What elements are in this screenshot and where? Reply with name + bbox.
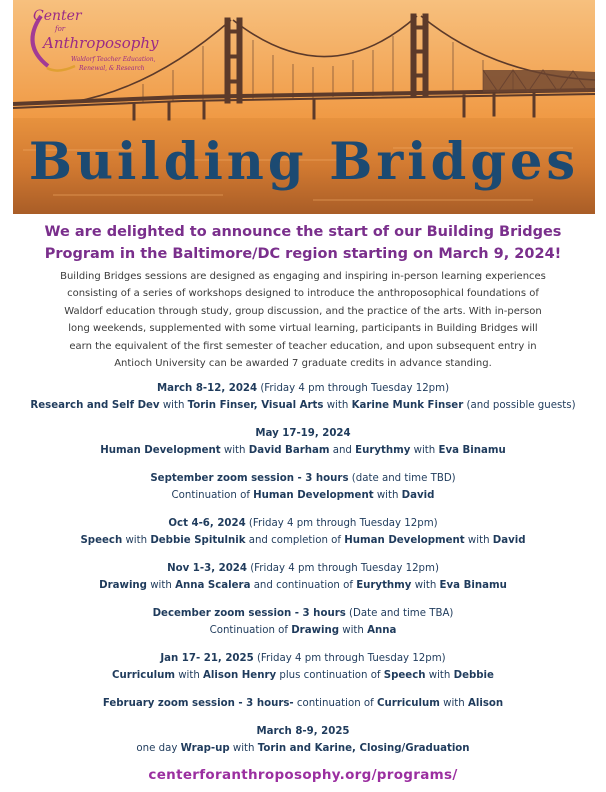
session-november-2024	[0, 560, 606, 594]
intro-line: Waldorf education through study, group discussion, and the practice of the arts. With in-person	[64, 305, 542, 317]
intro-line: earn the equivalent of the first semester of teacher education, and upon subsequent entry in	[69, 340, 537, 352]
session-january-2025	[0, 650, 606, 684]
session-march-2025	[0, 723, 606, 757]
session-december-zoom	[0, 605, 606, 639]
session-text: Continuation of	[209, 625, 292, 636]
logo-anthroposophy: Anthroposophy	[43, 34, 159, 52]
session-september-zoom	[0, 470, 606, 504]
session-text: (and possible guests)	[463, 400, 576, 411]
session-instructor: Alison	[467, 698, 504, 709]
session-date-note: (Friday 4 pm through Tuesday 12pm)	[246, 563, 439, 574]
session-instructor: Anna Scalera	[175, 580, 251, 591]
session-date-note: (Date and time TBA)	[345, 608, 454, 619]
session-date: February zoom session - 3 hours-	[102, 698, 294, 709]
intro-line: long weekends, supplemented with some virtual learning, participants in Building Bridges will	[68, 323, 538, 335]
session-text: with	[220, 445, 249, 456]
intro-paragraph	[44, 268, 562, 372]
session-text: with	[411, 580, 440, 591]
session-text: with	[373, 490, 402, 501]
session-topic: Eurythmy	[356, 580, 412, 591]
session-instructor: Eva Binamu	[439, 580, 507, 591]
program-website-link[interactable]: centerforanthroposophy.org/programs/	[148, 767, 458, 783]
session-text: with	[229, 743, 258, 754]
session-text: and continuation of	[250, 580, 357, 591]
announcement-headline	[0, 221, 606, 265]
session-date: Oct 4-6, 2024	[168, 518, 246, 529]
session-date: May 17-19, 2024	[255, 428, 351, 439]
session-date: Nov 1-3, 2024	[167, 563, 247, 574]
session-instructor: Karine Munk Finser	[351, 400, 464, 411]
session-topic: Human Development	[253, 490, 374, 501]
headline-line-1: We are delighted to announce the start of our Building Bridges	[44, 224, 562, 240]
session-text: with	[425, 670, 454, 681]
session-instructor: Anna	[367, 625, 397, 636]
session-text: one day	[136, 743, 181, 754]
session-instructor: Debbie	[453, 670, 494, 681]
session-instructor: David	[492, 535, 526, 546]
session-text: and	[329, 445, 356, 456]
session-march-2024	[0, 380, 606, 414]
session-topic: Research and Self Dev	[30, 400, 160, 411]
intro-line: Building Bridges sessions are designed as engaging and inspiring in-person learning experiences	[60, 271, 546, 282]
session-text: plus continuation of	[276, 670, 384, 681]
session-date: March 8-9, 2025	[256, 726, 350, 737]
session-topic: Wrap-up	[180, 743, 230, 754]
session-text: with	[122, 535, 151, 546]
session-instructor: David Barham	[248, 445, 330, 456]
session-text: with	[439, 698, 468, 709]
banner-image	[13, 0, 595, 214]
session-instructor: David	[401, 490, 435, 501]
session-text: with	[464, 535, 493, 546]
session-text: and completion of	[245, 535, 345, 546]
session-october-2024	[0, 515, 606, 549]
session-text: with	[174, 670, 204, 681]
session-date-note: (Friday 4 pm through Tuesday 12pm)	[253, 653, 446, 664]
session-instructor: Eva Binamu	[438, 445, 506, 456]
session-instructor: Alison Henry	[203, 670, 277, 681]
headline-line-2: Program in the Baltimore/DC region starting on March 9, 2024!	[44, 246, 562, 262]
logo-center: Center	[33, 8, 82, 24]
session-date: Jan 17- 21, 2025	[160, 653, 254, 664]
session-topic: Curriculum	[112, 670, 175, 681]
session-topic: Speech	[80, 535, 123, 546]
session-text: continuation of	[293, 698, 377, 709]
session-topic: Speech	[383, 670, 426, 681]
session-topic: Drawing	[291, 625, 340, 636]
session-topic: Curriculum	[376, 698, 440, 709]
logo-for: for	[55, 25, 66, 33]
session-topic: Eurythmy	[355, 445, 411, 456]
session-date-note: (date and time TBD)	[348, 473, 456, 484]
session-date: September zoom session - 3 hours	[150, 473, 349, 484]
session-text: Continuation of	[171, 490, 254, 501]
session-text: with	[339, 625, 368, 636]
session-text: with	[159, 400, 188, 411]
session-text: with	[323, 400, 352, 411]
intro-line: consisting of a series of workshops designed to introduce the anthroposophical foundations of	[67, 288, 539, 300]
session-february-zoom	[0, 695, 606, 712]
session-date-note: (Friday 4 pm through Tuesday 12pm)	[257, 383, 450, 394]
session-date: March 8-12, 2024	[156, 383, 258, 394]
logo-subtitle-1: Waldorf Teacher Education,	[71, 56, 156, 63]
session-instructor: Debbie Spitulnik	[150, 535, 246, 546]
session-date: December zoom session - 3 hours	[152, 608, 346, 619]
session-topic: Human Development	[100, 445, 221, 456]
session-text: with	[146, 580, 176, 591]
logo-subtitle-2: Renewal, & Research	[79, 65, 145, 72]
session-date-note: (Friday 4 pm through Tuesday 12pm)	[245, 518, 438, 529]
banner-title: Building Bridges	[28, 132, 580, 192]
session-topic: Drawing	[99, 580, 147, 591]
session-text: with	[410, 445, 439, 456]
session-topic: Human Development	[344, 535, 465, 546]
session-may-2024	[0, 425, 606, 459]
intro-line: Antioch University can be awarded 7 graduate credits in advance standing.	[114, 358, 492, 370]
session-instructor: Torin and Karine, Closing/Graduation	[257, 743, 470, 754]
session-instructor: Torin Finser, Visual Arts	[187, 400, 324, 411]
